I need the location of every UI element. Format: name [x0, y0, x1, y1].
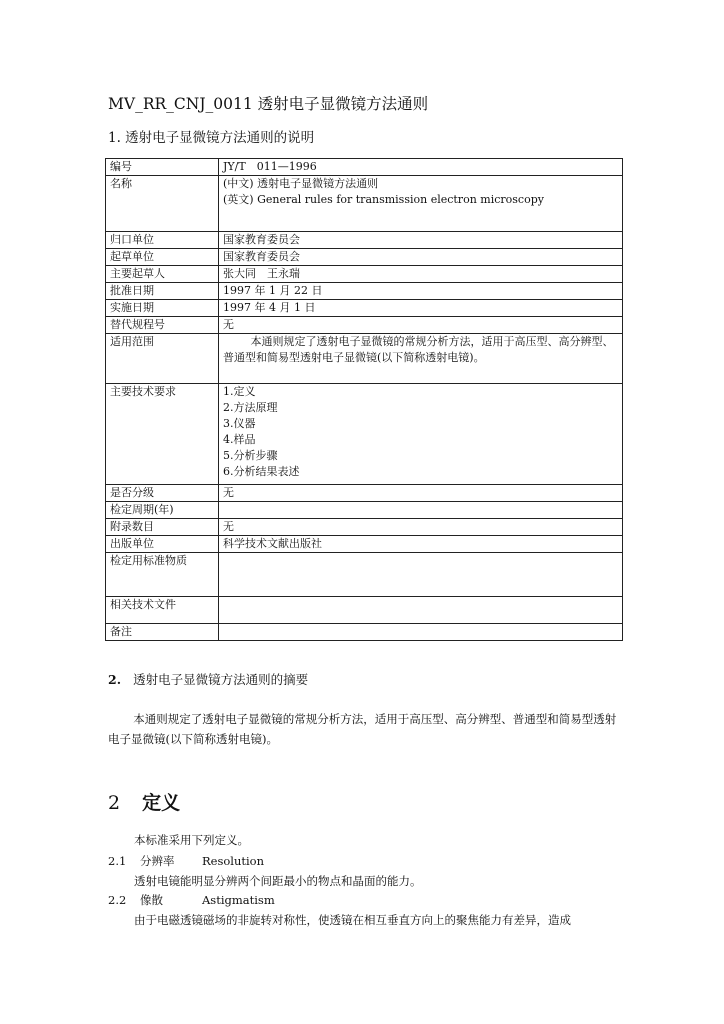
row-value: 无 — [219, 485, 623, 502]
row-value — [219, 384, 623, 485]
row-key: 检定周期(年) — [106, 502, 219, 519]
row-value — [219, 597, 623, 624]
row-key: 出版单位 — [106, 536, 219, 553]
chapter-title: 定义 — [142, 792, 181, 814]
list-item: 5.分析步骤 — [223, 449, 278, 462]
list-item: 6.分析结果表述 — [223, 465, 300, 478]
chapter-2-heading — [108, 788, 180, 815]
row-value — [219, 624, 623, 641]
term-en: Astigmatism — [202, 893, 275, 907]
row-key: 编号 — [106, 159, 219, 176]
table-row — [106, 519, 623, 536]
table-row — [106, 249, 623, 266]
term-definition: 由于电磁透镜磁场的非旋转对称性，使透镜在相互垂直方向上的聚焦能力有差异，造成 — [134, 913, 571, 927]
section-1-heading: 1. 透射电子显微镜方法通则的说明 — [108, 130, 315, 146]
row-value: 张大同 王永瑞 — [219, 266, 623, 283]
row-key: 相关技术文件 — [106, 597, 219, 624]
table-row — [106, 283, 623, 300]
table-row — [106, 232, 623, 249]
chapter-number: 2 — [108, 792, 121, 814]
row-value: 无 — [219, 519, 623, 536]
row-key: 是否分级 — [106, 485, 219, 502]
section-2-heading — [108, 670, 308, 688]
table-row — [106, 502, 623, 519]
row-value: 1997 年 4 月 1 日 — [219, 300, 623, 317]
list-item: 1.定义 — [223, 385, 256, 398]
row-value: 1997 年 1 月 22 日 — [219, 283, 623, 300]
section-2-title: 透射电子显微镜方法通则的摘要 — [133, 672, 309, 687]
list-item: 3.仪器 — [223, 417, 256, 430]
name-zh: (中文) 透射电子显微镜方法通则 — [223, 177, 379, 190]
table-row — [106, 176, 623, 232]
row-key: 附录数目 — [106, 519, 219, 536]
row-value — [219, 176, 623, 232]
row-value: JY/T 011—1996 — [219, 159, 623, 176]
row-value: 国家教育委员会 — [219, 232, 623, 249]
row-value — [219, 502, 623, 519]
table-row — [106, 159, 623, 176]
table-row — [106, 384, 623, 485]
list-item: 4.样品 — [223, 433, 256, 446]
row-key: 替代规程号 — [106, 317, 219, 334]
list-item: 2.方法原理 — [223, 401, 278, 414]
term-heading — [108, 892, 275, 908]
row-key: 名称 — [106, 176, 219, 232]
term-heading — [108, 853, 264, 869]
table-row — [106, 300, 623, 317]
term-number: 2.2 — [108, 893, 127, 907]
table-row — [106, 266, 623, 283]
row-key: 批准日期 — [106, 283, 219, 300]
table-row — [106, 597, 623, 624]
summary-paragraph: 本通则规定了透射电子显微镜的常规分析方法，适用于高压型、高分辨型、普通型和简易型透射电子显微镜(以下简称透射电镜)。 — [108, 712, 617, 746]
row-key: 起草单位 — [106, 249, 219, 266]
term-definition: 透射电镜能明显分辨两个间距最小的物点和晶面的能力。 — [134, 874, 422, 888]
table-row — [106, 485, 623, 502]
term-en: Resolution — [202, 854, 265, 868]
term-zh: 分辨率 — [140, 854, 175, 868]
row-key: 归口单位 — [106, 232, 219, 249]
name-en: (英文) General rules for transmission electron microscopy — [223, 193, 544, 206]
row-value: 国家教育委员会 — [219, 249, 623, 266]
table-row — [106, 536, 623, 553]
term-number: 2.1 — [108, 854, 127, 868]
document-title: MV_RR_CNJ_0011 透射电子显微镜方法通则 — [108, 95, 429, 113]
row-key: 检定用标准物质 — [106, 553, 219, 597]
term-zh: 像散 — [140, 893, 163, 907]
table-row — [106, 334, 623, 384]
row-value: 科学技术文献出版社 — [219, 536, 623, 553]
row-value — [219, 553, 623, 597]
row-value: 本通则规定了透射电子显微镜的常规分析方法，适用于高压型、高分辨型、普通型和简易型透射电子显微镜(以下简称透射电镜)。 — [219, 334, 623, 384]
row-key: 主要起草人 — [106, 266, 219, 283]
table-row — [106, 553, 623, 597]
row-key: 主要技术要求 — [106, 384, 219, 485]
section-2-number: 2. — [108, 672, 122, 687]
row-key: 备注 — [106, 624, 219, 641]
table-row — [106, 317, 623, 334]
definitions-intro: 本标准采用下列定义。 — [134, 833, 249, 847]
row-value: 无 — [219, 317, 623, 334]
standard-info-table — [105, 158, 623, 641]
row-key: 实施日期 — [106, 300, 219, 317]
row-key: 适用范围 — [106, 334, 219, 384]
table-row — [106, 624, 623, 641]
